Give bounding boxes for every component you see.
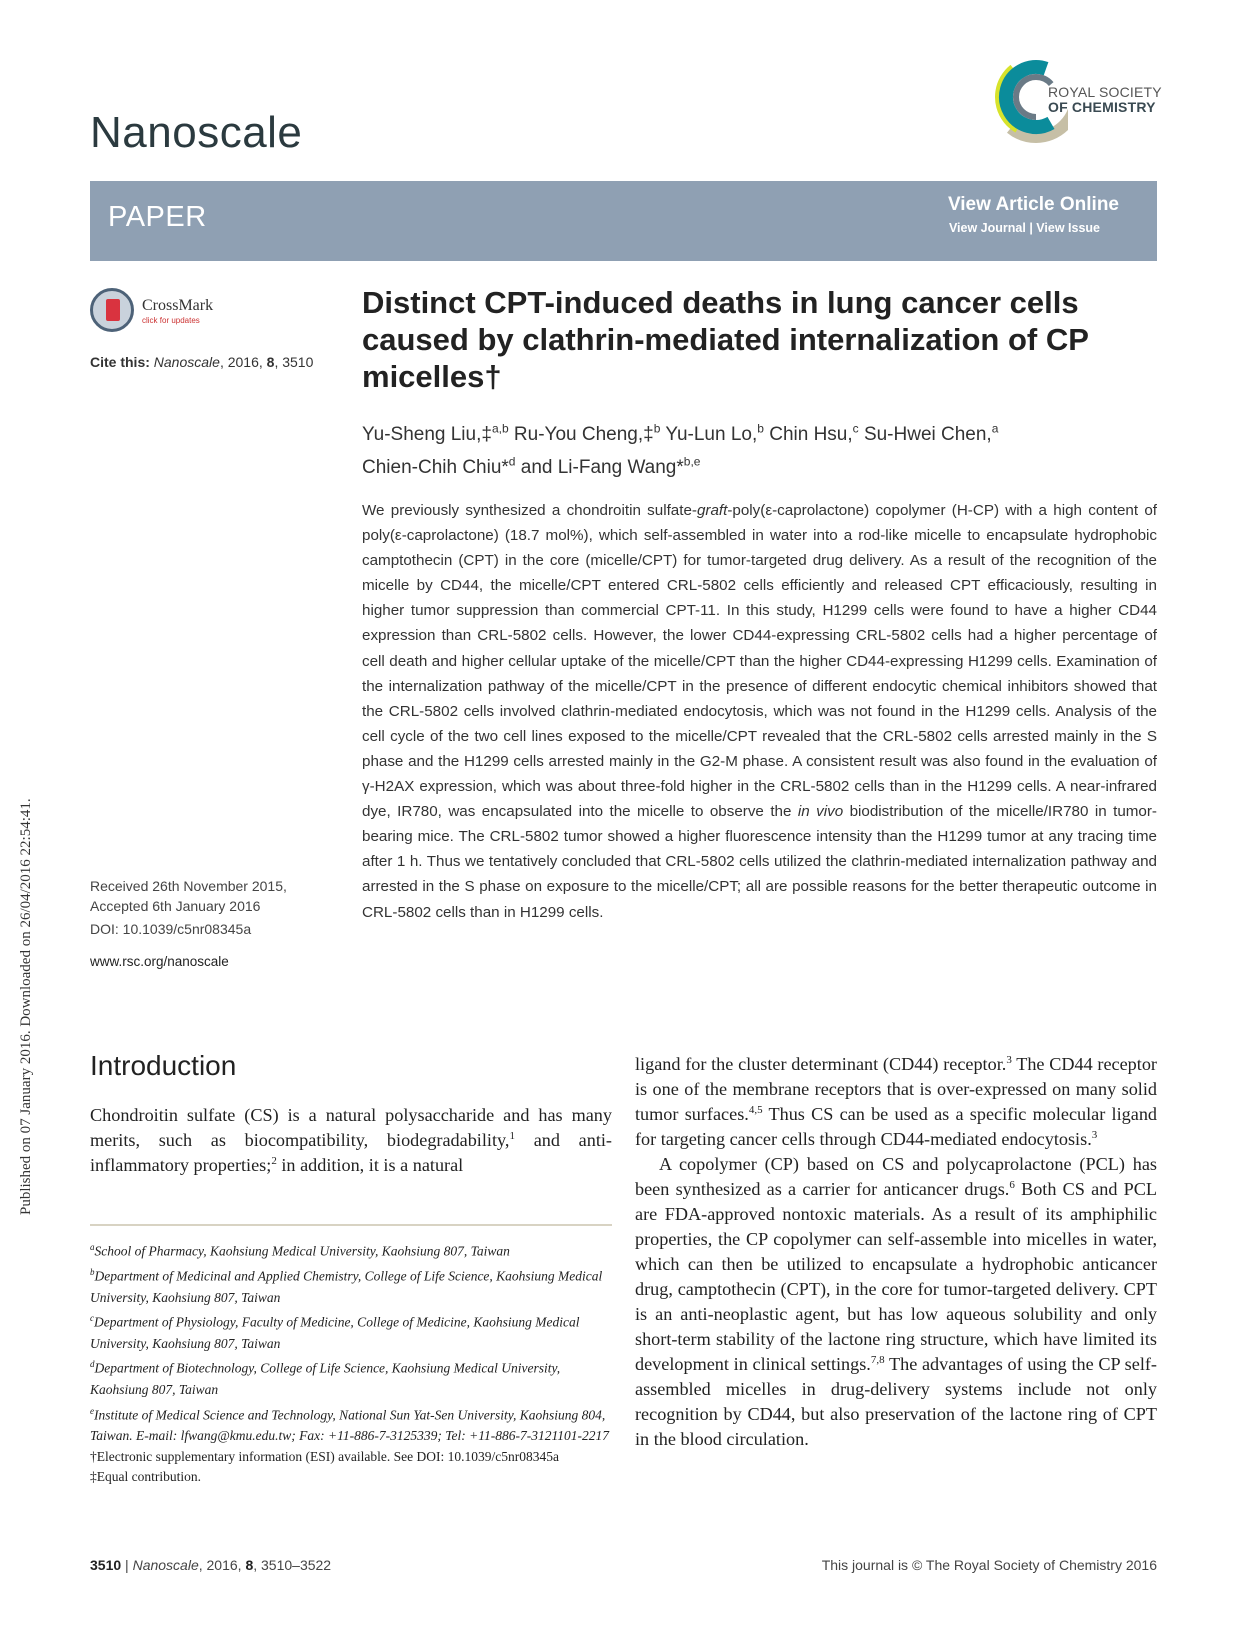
link-separator: | [1029, 221, 1033, 235]
footnote-divider [90, 1224, 612, 1226]
citation [90, 354, 313, 370]
received-dates [90, 876, 287, 916]
article-type-banner [90, 181, 1157, 261]
author[interactable]: Chin Hsu,$^c$ [769, 422, 859, 446]
author[interactable]: Su-Hwei Chen,$^a$ [863, 422, 999, 446]
author[interactable]: Yu-Sheng Liu,‡$^{a,b}$ [362, 422, 509, 446]
view-issue-link[interactable]: View Issue [1036, 221, 1100, 235]
introduction-heading: Introduction [90, 1050, 237, 1081]
equal-contribution-footnote: ‡Equal contribution. [90, 1469, 201, 1485]
rsc-logo[interactable] [988, 42, 1163, 152]
article-type-label: PAPER [108, 201, 207, 233]
cite-prefix: Cite this: [90, 354, 150, 370]
accepted-date: Accepted 6th January 2016 [90, 898, 261, 914]
journal-name: Nanoscale [90, 108, 303, 157]
article-title: Distinct CPT-induced deaths in lung cancer cells caused by clathrin-mediated internalization of CP micelles† [362, 285, 1089, 394]
affiliation-footnote: $^d$Department of Biotechnology, College of Life Science, Kaohsiung Medical University, Kaohsiung 807, Taiwan [90, 1359, 561, 1397]
cite-journal: Nanoscale [153, 354, 220, 370]
page-number: 3510 [90, 1557, 122, 1573]
cite-volume: 8 [266, 354, 275, 370]
author[interactable]: Chien-Chih Chiu*$^d$ [362, 454, 516, 478]
banner-links [949, 221, 1100, 235]
paragraph: ligand for the cluster determinant (CD44) receptor.$^3$ The CD44 receptor is one of the membrane receptors that is over-expressed on many solid tumor surfaces.$^{4,5}$ Thus CS can be used as a specific molecular ligand for targeting cancer cells through CD44-mediated endocytosis.$^3$ [635, 1053, 1158, 1149]
view-article-online-link[interactable]: View Article Online [947, 194, 1119, 215]
cite-year: , 2016, [219, 354, 267, 370]
rsc-logo-line2: OF CHEMISTRY [1048, 99, 1156, 115]
affiliation-footnote: $^b$Department of Medicinal and Applied Chemistry, College of Life Science, Kaohsiung Medical University, Kaohsiung 807, Taiwan [90, 1267, 603, 1305]
affiliation-footnote: $^e$Institute of Medical Science and Technology, National Sun Yat-Sen University, Kaohsiung 804, Taiwan. E-mail: lfwang@kmu.edu.tw; Fax: +11-886-7-3125339; Tel: +11-886-7-3121101-2217 [90, 1405, 609, 1443]
crossmark-label: CrossMark [142, 297, 214, 314]
esi-footnote: †Electronic supplementary information (ESI) available. See DOI: 10.1039/c5nr08345a [90, 1448, 559, 1464]
affiliation-footnote: $^c$Department of Physiology, Faculty of Medicine, College of Medicine, Kaohsiung Medical University, Kaohsiung 807, Taiwan [90, 1313, 580, 1351]
doi[interactable]: DOI: 10.1039/c5nr08345a [90, 921, 252, 937]
crossmark-badge[interactable] [90, 288, 230, 338]
publication-stamp: Published on 07 January 2016. Downloaded on 26/04/2016 22:54:41. [18, 798, 34, 1215]
view-journal-link[interactable]: View Journal [948, 221, 1026, 235]
paragraph: A copolymer (CP) based on CS and polycaprolactone (PCL) has been synthesized as a carrier for anticancer drugs.$^6$ Both CS and PCL are FDA-approved nontoxic materials. As a result of its amphiphilic properties, the CP copolymer can self-assemble into micelles in water, which can then be utilized to encapsulate a hydrophobic anticancer drug, camptothecin (CPT), in the core for tumor-targeted delivery. CPT is an anti-neoplastic agent, but has low aqueous solubility and only short-term stability of the lactone ring structure, which have limited its development in clinical settings.$^{7,8}$ The advantages of using the CP self-assembled micelles in drug-delivery systems include not only recognition by CD44, but also preservation of the lactone ring of CPT in the blood circulation. [635, 1154, 1157, 1449]
author-list [362, 416, 1162, 481]
author[interactable]: and Li-Fang Wang*$^{b,e}$ [520, 454, 701, 478]
cite-page: , 3510 [274, 354, 314, 370]
journal-website-link[interactable]: www.rsc.org/nanoscale [90, 954, 229, 969]
crossmark-icon [90, 288, 134, 332]
abstract: We previously synthesized a chondroitin sulfate-graft-poly(ε-caprolactone) copolymer (H-CP) with a high content of poly(ε-caprolactone) (18.7 mol%), which self-assembled in water into a rod-like micelle to encapsulate hydrophobic camptothecin (CPT) in the core (micelle/CPT) for tumor-targeted drug delivery. As a result of the recognition of the micelle by CD44, the micelle/CPT entered CRL-5802 cells efficiently and released CPT efficaciously, resulting in higher tumor suppression than commercial CPT-11. In this study, H1299 cells were found to have a higher CD44 expression than CRL-5802 cells. However, the lower CD44-expressing CRL-5802 cells had a higher percentage of cell death and higher cellular uptake of the micelle/CPT than the higher CD44-expressing H1299 cells. Examination of the internalization pathway of the micelle/CPT in the presence of different endocytic chemical inhibitors showed that the CRL-5802 cells involved clathrin-mediated endocytosis, which was not found in the H1299 cells. Analysis of the cell cycle of the two cell lines exposed to the micelle/CPT revealed that the CRL-5802 cells arrested mainly in the S phase and the H1299 cells arrested mainly in the G2-M phase. A consistent result was also found in the evaluation of γ-H2AX expression, which was about three-fold higher in the CRL-5802 cells than in the H1299 cells. A near-infrared dye, IR780, was encapsulated into the micelle to observe the in vivo biodistribution of the micelle/IR780 in tumor-bearing mice. The CRL-5802 tumor showed a higher fluorescence intensity than the H1299 tumor at any tracing time after 1 h. Thus we tentatively concluded that CRL-5802 cells utilized the clathrin-mediated internalization pathway and arrested in the S phase on exposure to the micelle/CPT; all are possible reasons for the better therapeutic outcome in CRL-5802 cells than in H1299 cells. [362, 502, 1157, 921]
crossmark-sub: click for updates [142, 316, 200, 325]
author[interactable]: Yu-Lun Lo,$^b$ [665, 422, 764, 446]
introduction-column-2 [635, 1052, 1157, 1452]
rsc-logo-line1: ROYAL SOCIETY [1048, 84, 1162, 100]
author[interactable]: Ru-You Cheng,‡$^b$ [513, 422, 661, 446]
copyright-notice: This journal is © The Royal Society of Chemistry 2016 [821, 1557, 1157, 1573]
page-footer-left: 3510 | Nanoscale, 2016, 8, 3510–3522 [90, 1557, 332, 1573]
affiliation-footnote: $^a$School of Pharmacy, Kaohsiung Medical University, Kaohsiung 807, Taiwan [90, 1242, 510, 1259]
footnotes [90, 1237, 612, 1488]
received-date: Received 26th November 2015, [90, 878, 287, 894]
introduction-column-1: Chondroitin sulfate (CS) is a natural polysaccharide and has many merits, such as biocompatibility, biodegradability,$^1$ and anti-inflammatory properties;$^2$ in addition, it is a natural [90, 1105, 612, 1175]
